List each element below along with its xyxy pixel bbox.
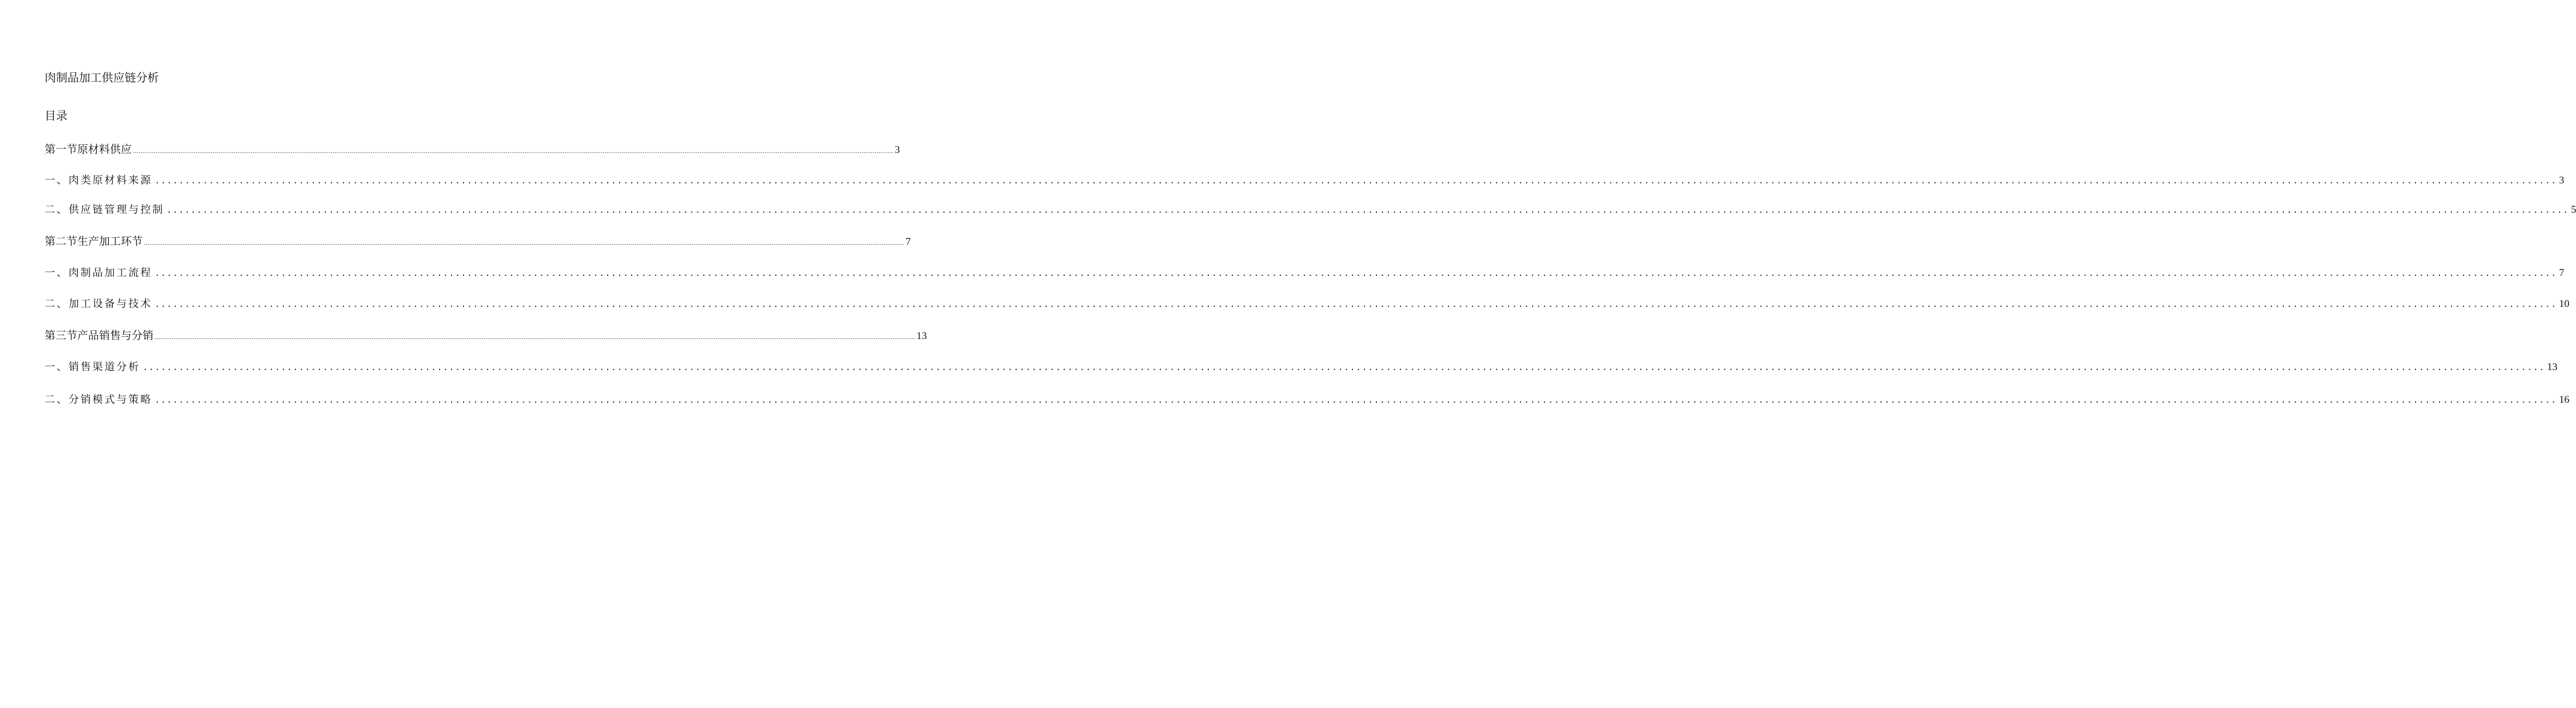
toc-entry-section-3-1[interactable] <box>45 359 2558 375</box>
toc-heading: 目录 <box>45 109 67 122</box>
toc-entry-label: 一、肉类原材料来源 <box>45 174 153 186</box>
toc-dot-leader: ................................................................................................................................................................................................................................................................................................................................................................................................................ <box>156 393 2558 405</box>
toc-entry-label: 二、分销模式与策略 <box>45 393 153 405</box>
toc-entry-section-1-1[interactable] <box>45 172 2565 188</box>
toc-entry-section-3-2[interactable] <box>45 391 2569 408</box>
toc-entry-page: 3 <box>2559 175 2565 186</box>
toc-entry-section-1-2[interactable] <box>45 201 2576 218</box>
toc-entry-page: 13 <box>2547 361 2558 373</box>
toc-dot-leader: ................................................................................................................................................................................................................................................................................................................................................................................................................ <box>156 298 2558 310</box>
toc-entry-page: 13 <box>916 330 927 342</box>
toc-entry-page: 5 <box>2571 204 2576 216</box>
toc-dot-leader: ................................................................................................................................................................................................................................................................................................................................................................................................................ <box>155 334 916 341</box>
toc-dot-leader: ................................................................................................................................................................................................................................................................................................................................................................................................................ <box>144 361 2546 373</box>
toc-entry-label: 第一节原材料供应 <box>45 143 132 156</box>
document-title: 肉制品加工供应链分析 <box>45 71 159 84</box>
toc-dot-leader: ................................................................................................................................................................................................................................................................................................................................................................................................................ <box>156 267 2558 279</box>
toc-dot-leader: ................................................................................................................................................................................................................................................................................................................................................................................................................ <box>156 174 2558 186</box>
toc-entry-label: 二、供应链管理与控制 <box>45 204 165 216</box>
toc-entry-label: 一、销售渠道分析 <box>45 361 141 373</box>
toc-entry-label: 第二节生产加工环节 <box>45 235 143 248</box>
toc-entry-label: 第三节产品销售与分销 <box>45 329 153 342</box>
toc-entry-page: 10 <box>2559 298 2569 310</box>
toc-entry-page: 3 <box>894 144 900 156</box>
toc-entry-section-2-2[interactable] <box>45 295 2569 312</box>
toc-entry-page: 16 <box>2559 394 2569 405</box>
toc-entry-section-3[interactable] <box>45 327 927 343</box>
toc-entry-label: 一、肉制品加工流程 <box>45 267 153 279</box>
toc-entry-label: 二、加工设备与技术 <box>45 298 153 310</box>
toc-entry-page: 7 <box>2559 267 2565 279</box>
toc-entry-section-1[interactable] <box>45 141 900 157</box>
toc-dot-leader: ................................................................................................................................................................................................................................................................................................................................................................................................................ <box>133 147 894 155</box>
toc-dot-leader: ................................................................................................................................................................................................................................................................................................................................................................................................................ <box>168 204 2570 216</box>
toc-entry-section-2-1[interactable] <box>45 264 2565 281</box>
toc-entry-page: 7 <box>905 236 911 248</box>
toc-entry-section-2[interactable] <box>45 233 911 249</box>
toc-dot-leader: ................................................................................................................................................................................................................................................................................................................................................................................................................ <box>144 239 905 247</box>
